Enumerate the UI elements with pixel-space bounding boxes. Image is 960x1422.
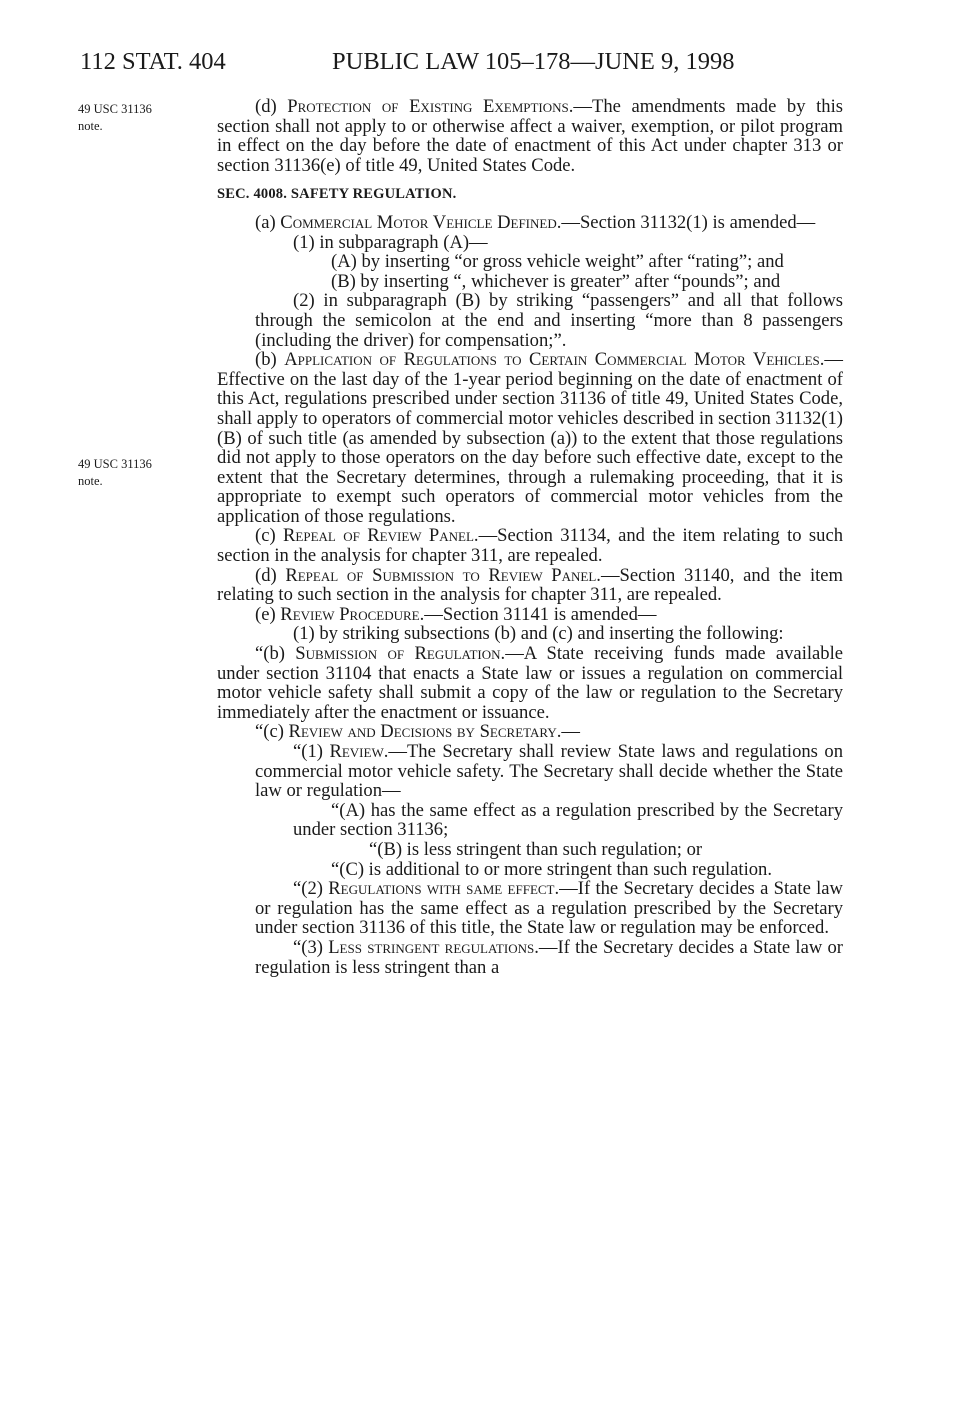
subsection-heading: Repeal of Review Panel. [283,525,479,547]
paragraph-a-2: (2) in subparagraph (B) by striking “passengers” and all that follows through the semicolon at the end and inserting “more than 8 passengers (including the driver) for compensation;”. [255,290,843,351]
subsection-c: (c) Repeal of Review Panel.—Section 31134, and the item relating to such section in the analysis for chapter 311, are repealed. [217,525,843,567]
quoted-subparagraph-C: “(C) is additional to or more stringent than such regulation. [331,858,772,880]
margin-note-label: note. [78,474,103,488]
quoted-paragraph-1: “(1) Review.—The Secretary shall review State laws and regulations on commercial motor vehicle safety. The Secretary shall decide whether the State law or regulation— [255,741,843,802]
public-law-title: PUBLIC LAW 105–178—JUNE 9, 1998 [332,48,735,75]
subsection-d-existing-exemptions: (d) Protection of Existing Exemptions.—The amendments made by this section shall not apply to or otherwise affect a waiver, exemption, or pilot program in effect on the day before the date of enactment of this Act under chapter 313 or section 31136(e) of title 49, United States Code. [217,96,843,176]
subsection-b: (b) Application of Regulations to Certain Commercial Motor Vehicles.—Effective on the last day of the 1-year period beginning on the date of enactment of this Act, regulations prescribed under section 31136 of title 49, United States Code, shall apply to operators of commercial motor vehicles described in section 31132(1)(B) of such title (as amended by subsection (a)) to the extent that those regulations did not apply to those operators on the day before such effective date, except to the extent that the Secretary determines, through a rulemaking proceeding, that it is appropriate to exempt such operators of commercial motor vehicles from the application of those regulations. [217,349,843,527]
paragraph-heading: Less stringent regulations. [328,936,539,958]
margin-note-usc-2 [78,456,198,490]
section-heading: SEC. 4008. SAFETY REGULATION. [217,186,457,203]
margin-note-citation: 49 USC 31136 [78,457,152,471]
subparagraph-a-1-A: (A) by inserting “or gross vehicle weight” after “rating”; and [331,251,784,273]
subsection-heading: Protection of Existing Exemptions. [287,96,574,117]
paragraph-heading: Review. [329,741,389,762]
subsection-heading: Commercial Motor Vehicle Defined. [280,211,562,233]
subsection-heading: Review Procedure. [280,603,425,625]
quoted-subparagraph-B: “(B) is less stringent than such regulation; or [369,838,703,860]
margin-note-usc-1 [78,101,198,135]
subsection-a: (a) Commercial Motor Vehicle Defined.—Section 31132(1) is amended— [255,211,816,233]
quoted-subsection-c: “(c) Review and Decisions by Secretary.— [255,721,581,743]
subsection-e: (e) Review Procedure.—Section 31141 is amended— [255,603,657,625]
margin-note-label: note. [78,119,103,133]
page-header [80,44,880,80]
document-body [217,97,843,977]
quoted-paragraph-3: “(3) Less stringent regulations.—If the Secretary decides a State law or regulation is less stringent than a [255,936,843,978]
paragraph-a-1: (1) in subparagraph (A)— [293,231,488,253]
statute-page-number: 112 STAT. 404 [80,48,226,75]
margin-note-citation: 49 USC 31136 [78,102,152,116]
subsection-heading: Review and Decisions by Secretary. [288,721,562,743]
quoted-subparagraph-A: “(A) has the same effect as a regulation prescribed by the Secretary under section 31136; [293,799,843,841]
subsection-heading: Repeal of Submission to Review Panel. [285,564,601,586]
quoted-paragraph-2: “(2) Regulations with same effect.—If the Secretary decides a State law or regulation has the same effect as a regulation prescribed by the Secretary under section 31136 of this title, the State law or regulation may be enforced. [255,878,843,939]
subsection-heading: Application of Regulations to Certain Commercial Motor Vehicles. [284,349,825,371]
subsection-d: (d) Repeal of Submission to Review Panel.—Section 31140, and the item relating to such section in the analysis for chapter 311, are repealed. [217,564,843,606]
subsection-heading: Submission of Regulation. [295,643,506,665]
paragraph-heading: Regulations with same effect. [328,878,560,900]
subparagraph-a-1-B: (B) by inserting “, whichever is greater” after “pounds”; and [331,270,781,292]
paragraph-e-1: (1) by striking subsections (b) and (c) and inserting the following: [293,623,784,645]
quoted-subsection-b: “(b) Submission of Regulation.—A State receiving funds made available under section 31104 that enacts a State law or issues a regulation on commercial motor vehicle safety shall submit a copy of the law or regulation to the Secretary immediately after the enactment or issuance. [217,643,843,723]
